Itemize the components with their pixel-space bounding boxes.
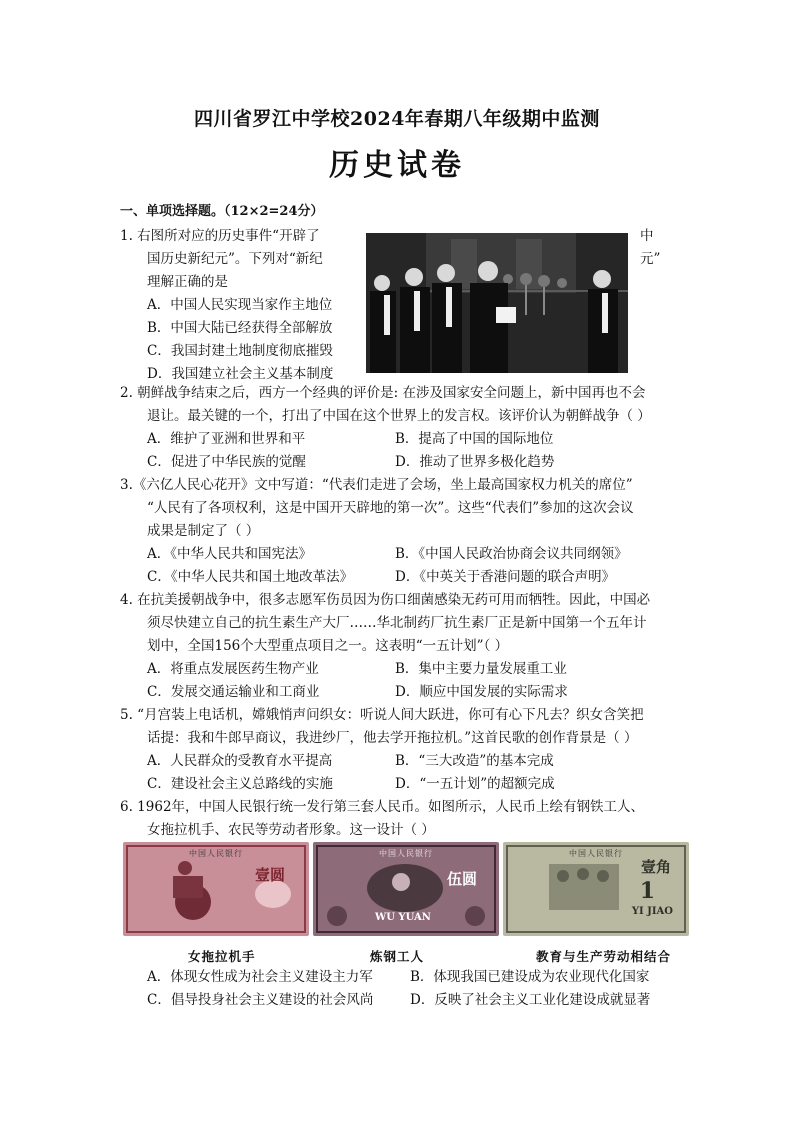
q4-option-d: D．顺应中国发展的实际需求 xyxy=(395,684,568,700)
q6-option-a: A．体现女性成为社会主义建设主力军 xyxy=(147,969,373,985)
banknote-one-jiao xyxy=(503,842,689,936)
q5-option-c: C．建设社会主义总路线的实施 xyxy=(147,776,333,792)
q1-option-a: A．中国人民实现当家作主地位 xyxy=(147,297,333,313)
q2-line2: 退让。最关键的一个，打出了中国在这个世界上的发言权。该评价认为朝鲜战争（ ） xyxy=(147,408,651,424)
q1-line3: 理解正确的是 xyxy=(147,274,228,290)
q3-line1: 3.《六亿人民心花开》文中写道：“代表们走进了会场，坐上最高国家权力机关的席位” xyxy=(120,477,633,493)
q5-line1: 5. “月宫装上电话机，嫦娥悄声问织女：听说人间大跃进，你可有心下凡去？织女含笑把 xyxy=(120,707,644,723)
q1-line2-end: 元” xyxy=(640,251,661,267)
note2-bank-name: 中国人民银行 xyxy=(379,849,433,858)
note3-denomination: 壹角 xyxy=(640,858,671,876)
note2-wordmark: WU YUAN xyxy=(375,912,431,923)
q6-option-d: D．反映了社会主义工业化建设成就显著 xyxy=(410,992,651,1008)
section-heading: 一、单项选择题。（12×2=24分） xyxy=(120,204,324,219)
q4-option-b: B．集中主要力量发展重工业 xyxy=(395,661,567,677)
q4-line3: 划中，全国156个大型重点项目之一。这表明“一五计划”（ ） xyxy=(147,638,509,654)
photo-illustration xyxy=(366,233,628,373)
note1-caption: 女拖拉机手 xyxy=(188,949,256,964)
note2-caption: 炼钢工人 xyxy=(370,949,425,964)
q1-line1: 1. 右图所对应的历史事件“开辟了 xyxy=(120,228,320,244)
q1-option-b: B．中国大陆已经获得全部解放 xyxy=(147,320,333,336)
note1-denomination: 壹圆 xyxy=(254,866,285,884)
banknote-one-yuan xyxy=(123,842,309,936)
q3-option-a: A．《中华人民共和国宪法》 xyxy=(147,546,312,562)
q5-line2: 话提：我和牛郎早商议，我进纱厂，他去学开拖拉机。”这首民歌的创作背景是（ ） xyxy=(147,730,638,746)
subject-title: 历史试卷 xyxy=(329,148,465,183)
note3-caption: 教育与生产劳动相结合 xyxy=(536,949,672,964)
q1-line1-end: 中 xyxy=(640,228,654,244)
q6-line2: 女拖拉机手、农民等劳动者形象。这一设计（ ） xyxy=(147,822,435,838)
q1-line2: 国历史新纪元”。下列对“新纪 xyxy=(147,251,323,267)
q2-option-b: B．提高了中国的国际地位 xyxy=(395,431,554,447)
q6-line1: 6. 1962年，中国人民银行统一发行第三套人民币。如图所示，人民币上绘有钢铁工人、 xyxy=(120,799,645,815)
note3-numeral: 1 xyxy=(639,878,655,904)
q4-line1: 4. 在抗美援朝战争中，很多志愿军伤员因为伤口细菌感染无药可用而牺牲。因此，中国必 xyxy=(120,592,651,608)
note3-bank-name: 中国人民银行 xyxy=(569,849,623,858)
q6-option-c: C．倡导投身社会主义建设的社会风尚 xyxy=(147,992,374,1008)
q2-option-a: A．维护了亚洲和世界和平 xyxy=(147,431,306,447)
banknote-strip xyxy=(123,842,689,936)
q1-option-c: C．我国封建土地制度彻底摧毁 xyxy=(147,343,333,359)
q1-option-d: D．我国建立社会主义基本制度 xyxy=(147,366,334,382)
note1-bank-name: 中国人民银行 xyxy=(189,849,243,858)
q3-line2: “人民有了各项权利，这是中国开天辟地的第一次”。这些“代表们”参加的这次会议 xyxy=(147,500,634,516)
q4-option-c: C．发展交通运输业和工商业 xyxy=(147,684,320,700)
q4-option-a: A．将重点发展医药生物产业 xyxy=(147,661,319,677)
banknote-five-yuan xyxy=(313,842,499,936)
q2-option-d: D．推动了世界多极化趋势 xyxy=(395,454,555,470)
q3-option-b: B．《中国人民政治协商会议共同纲领》 xyxy=(395,546,628,562)
q5-option-a: A．人民群众的受教育水平提高 xyxy=(147,753,333,769)
q3-line3: 成果是制定了（ ） xyxy=(147,523,260,539)
q3-option-d: D．《中英关于香港问题的联合声明》 xyxy=(395,569,616,585)
q5-option-b: B．“三大改造”的基本完成 xyxy=(395,753,554,769)
q2-line1: 2. 朝鲜战争结束之后，西方一个经典的评价是: 在涉及国家安全问题上，新中国再也不会 xyxy=(120,385,646,401)
q4-line2: 须尽快建立自己的抗生素生产大厂……华北制药厂抗生素厂正是新中国第一个五年计 xyxy=(147,615,647,631)
q6-option-b: B．体现我国已建设成为农业现代化国家 xyxy=(410,969,650,985)
q3-option-c: C．《中华人民共和国土地改革法》 xyxy=(147,569,354,585)
school-title: 四川省罗江中学校2024年春期八年级期中监测 xyxy=(194,108,600,130)
q2-option-c: C．促进了中华民族的觉醒 xyxy=(147,454,306,470)
note2-denomination: 伍圆 xyxy=(446,870,477,888)
q5-option-d: D．“一五计划”的超额完成 xyxy=(395,776,555,792)
note3-wordmark: YI JIAO xyxy=(631,906,673,917)
founding-ceremony-photo xyxy=(366,233,628,373)
